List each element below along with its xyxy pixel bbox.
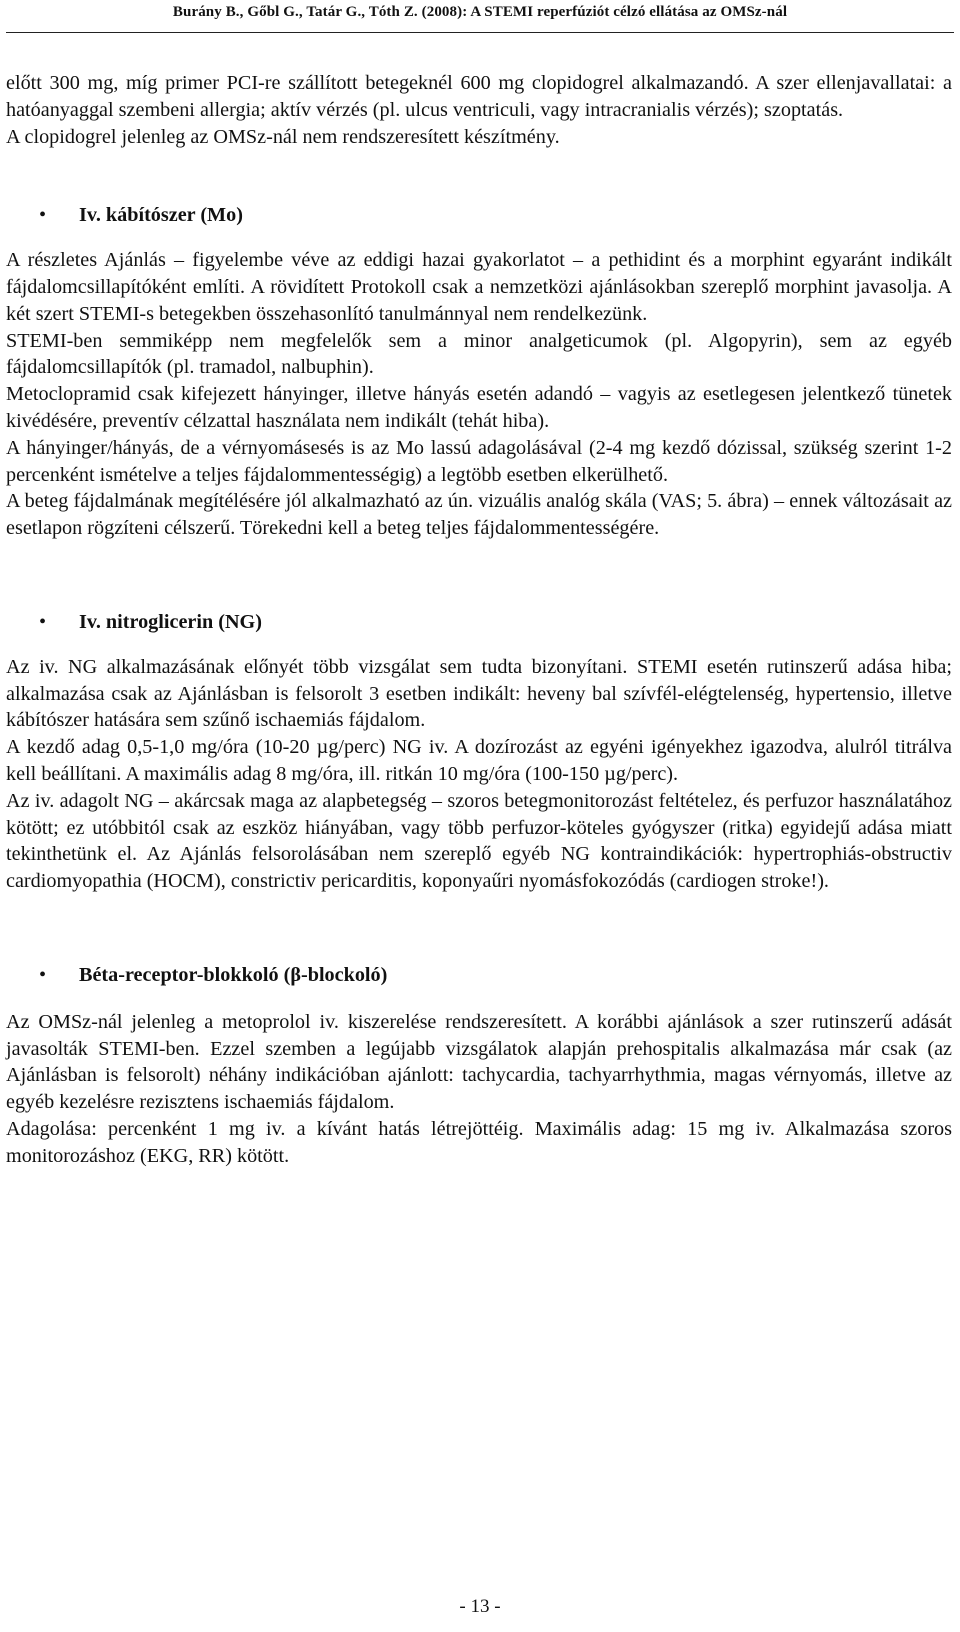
section-heading-kabitoszer bbox=[6, 202, 952, 229]
section-paragraph: Az iv. adagolt NG – akárcsak maga az alapbetegség – szoros betegmonitorozást feltételez, és perfuzor használatához kötött; ez utóbbitól csak az eszköz hiányában, vagy több perfuzor-köteles gyógyszer (ritka) egyidejű adása miatt tekinthetünk el. Az Ajánlás felsorolásában nem szereplő egyéb NG kontraindikációk: hypertrophiás-obstructiv cardiomyopathia (HOCM), constrictiv pericarditis, koponyaűri nyomásfokozódás (cardiogen stroke!). bbox=[6, 789, 952, 893]
section-paragraph: A beteg fájdalmának megítélésére jól alkalmazható az ún. vizuális analóg skála (VAS; 5. ábra) – ennek változásait az esetlapon rögzíteni célszerű. Törekedni kell a beteg teljes fájdalommentességére. bbox=[6, 490, 952, 540]
section-paragraph: Az iv. NG alkalmazásának előnyét több vizsgálat sem tudta bizonyítani. STEMI esetén rutinszerű adása hiba; alkalmazása csak az Ajánlásban is felsorolt 3 esetben indikált: heveny bal szívfél-elégtelenség, hypertensio, illetve kábítószer hatására sem szűnő ischaemiás fájdalom. bbox=[6, 655, 952, 732]
page-body bbox=[6, 70, 952, 1170]
section-heading-nitroglicerin bbox=[6, 609, 952, 636]
intro-paragraph: A clopidogrel jelenleg az OMSz-nál nem rendszeresített készítmény. bbox=[6, 125, 560, 148]
bullet-icon: • bbox=[39, 610, 47, 633]
section-paragraph: A kezdő adag 0,5-1,0 mg/óra (10-20 µg/perc) NG iv. A dozírozást az egyéni igényekhez igazodva, alulról titrálva kell beállítani. A maximális adag 8 mg/óra, ill. ritkán 10 mg/óra (100-150 µg/perc). bbox=[6, 736, 952, 785]
header-rule bbox=[6, 32, 954, 33]
section-heading-text: Iv. nitroglicerin (NG) bbox=[79, 610, 262, 633]
section-paragraph: Metoclopramid csak kifejezett hányinger, illetve hányás esetén adandó – vagyis az esetlegesen jelentkező tünetek kivédésére, preventív célzattal használata nem indikált (tehát hiba). bbox=[6, 383, 952, 432]
section-heading-beta-blokkolo bbox=[6, 962, 952, 989]
intro-paragraph: előtt 300 mg, míg primer PCI-re szállított betegeknél 600 mg clopidogrel alkalmazandó. A szer ellenjavallatai: a hatóanyaggal szembeni allergia; aktív vérzés (pl. ulcus ventriculi, vagy intracranialis vérzés); szoptatás. bbox=[6, 72, 952, 121]
section-paragraph: A részletes Ajánlás – figyelembe véve az eddigi hazai gyakorlatot – a pethidint és a morphint egyaránt indikált fájdalomcsillapítóként említi. A rövidített Protokoll csak a nemzetközi ajánlásokban szereplő morphint javasolja. A két szert STEMI-s betegekben összehasonlító tanulmánnyal nem rendelkezünk. bbox=[6, 249, 952, 325]
section-paragraph: STEMI-ben semmiképp nem megfelelők sem a minor analgeticumok (pl. Algopyrin), sem az egyéb fájdalomcsillapítók (pl. tramadol, nalbuphin). bbox=[6, 329, 952, 379]
section-paragraph: A hányinger/hányás, de a vérnyomásesés is az Mo lassú adagolásával (2-4 mg kezdő dózissal, szükség szerint 1-2 percenként ismételve a teljes fájdalommentességig) a legtöbb esetben elkerülhető. bbox=[6, 436, 952, 486]
page-number: - 13 - bbox=[459, 1596, 501, 1617]
section-heading-text: Béta-receptor-blokkoló (β-blockoló) bbox=[79, 963, 388, 986]
running-header: Burány B., Gőbl G., Tatár G., Tóth Z. (2008): A STEMI reperfúziót célzó ellátása az OMSz-nál bbox=[172, 4, 788, 20]
bullet-icon: • bbox=[39, 204, 47, 227]
section-paragraph: Adagolása: percenként 1 mg iv. a kívánt hatás létrejöttéig. Maximális adag: 15 mg iv. Alkalmazása szoros monitorozáshoz (EKG, RR) kötött. bbox=[6, 1117, 952, 1167]
bullet-icon: • bbox=[39, 963, 47, 986]
section-paragraph: Az OMSz-nál jelenleg a metoprolol iv. kiszerelése rendszeresített. A korábbi ajánlások a szer rutinszerű adását javasolták STEMI-ben. Ezzel szemben a legújabb vizsgálatok alapján prehospitalis alkalmazása már csak (az Ajánlásban is felsorolt) néhány indikációban ajánlott: tachycardia, tachyarrhythmia, magas vérnyomás, illetve az egyéb kezelésre rezisztens ischaemiás fájdalom. bbox=[6, 1010, 952, 1114]
section-heading-text: Iv. kábítószer (Mo) bbox=[79, 204, 243, 227]
